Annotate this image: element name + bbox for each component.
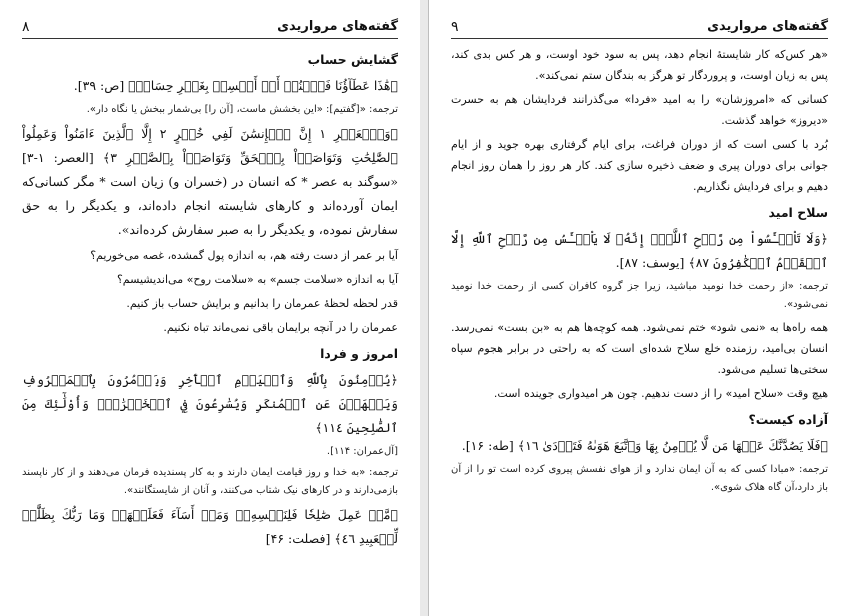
- quran-verse: ﴿فَلَا يَصُدَّنَّكَ عَنۡهَا مَن لَّا يُؤۡمِنُ بِهَا وَٱتَّبَعَ هَوَىٰهُ فَتَرۡدَىٰ ١٦﴾ [طه: ۱۶].: [461, 438, 828, 453]
- section-heading: گشایش حساب: [307, 52, 398, 67]
- translation-paragraph: [آل‌عمران: ۱۱۴].: [326, 446, 398, 457]
- body-paragraph: قدر لحظه لحظهٔ عمرمان را بدانیم و برایش حساب باز کنیم.: [126, 297, 398, 310]
- left-page-number: ۸: [22, 19, 30, 35]
- book-gutter: [420, 0, 428, 616]
- left-page-header: [22, 12, 398, 39]
- right-page-body: [451, 44, 828, 500]
- right-header-title: گفته‌های مرواریدی: [707, 19, 828, 34]
- translation-paragraph: ترجمه: «[گفتیم]: «این بخشش ماست، [آن را] بی‌شمار ببخش یا نگاه دار».: [86, 104, 398, 115]
- body-paragraph: بُرد با کسی است که از دوران فراغت، برای ایام گرفتاری بهره جوید و از ایام جوانی برای دوران پیری و ضعف ذخیره سازی کند. کار هر روز را همان روز انجام دهیم و برای فردایش نگذاریم.: [451, 138, 828, 193]
- left-page-body: [22, 44, 398, 554]
- translation-paragraph: ترجمه: «از رحمت خدا نومید مباشید، زیرا جز گروه کافران کسی از رحمت خدا نومید نمی‌شود».: [451, 281, 828, 310]
- translation-paragraph: ترجمه: «به خدا و روز قیامت ایمان دارند و به کار پسندیده فرمان می‌دهند و از کار ناپسند بازمی‌دارند و در کارهای نیک شتاب می‌کنند، و آنان از شایستگانند».: [22, 467, 398, 496]
- section-heading: سلاح امید: [768, 205, 828, 220]
- quran-verse: ﴿وَٱلۡعَصۡرِ ١ إِنَّ ٱلۡإِنسَٰنَ لَفِي خُسۡرٍ ٢ إِلَّا ٱلَّذِينَ ءَامَنُواْ وَعَمِلُواْ ٱلصَّٰلِحَٰتِ وَتَوَاصَوۡاْ بِٱلۡحَقِّ وَتَوَاصَوۡاْ بِٱلصَّبۡرِ ٣﴾ [العصر: ۱-۳] «سوگند به عصر * که انسان در (خسران و) زیان است * مگر کسانی‌که ایمان آورده‌اند و کارهای شایسته انجام داده‌اند، و یکدیگر را به حق سفارش نموده، و یکدیگر را به صبر سفارش کرده‌اند».: [22, 126, 398, 237]
- body-paragraph: آیا بر عمر از دست رفته هم، به اندازه پول گمشده، غصه می‌خوریم؟: [90, 249, 398, 262]
- translation-paragraph: ترجمه: «مبادا کسی که به آن ایمان ندارد و از هوای نفسش پیروی کرده است تو را از آن باز دارد،آن گاه هلاک شوی».: [451, 464, 828, 493]
- body-paragraph: عمرمان را در آنچه برایمان باقی نمی‌ماند تباه نکنیم.: [163, 321, 398, 334]
- quran-verse: ﴿هَٰذَا عَطَآؤُنَا فَٱمۡنُنۡ أَوۡ أَمۡسِكۡ بِغَيۡرِ حِسَابٖ﴾ [ص: ۳۹].: [73, 78, 398, 93]
- body-paragraph: همه راه‌ها به «نمی شود» ختم نمی‌شود. همه کوچه‌ها هم به «بن بست» نمی‌رسد. انسان بی‌امید، رزمنده خلع سلاح شده‌ای است که به راحتی در برابر هجوم سپاه سختی‌ها تسلیم می‌شود.: [451, 321, 828, 376]
- quran-verse: ﴿يُؤۡمِنُونَ بِٱللَّهِ وَٱلۡيَوۡمِ ٱلۡأٓخِرِ وَيَأۡمُرُونَ بِٱلۡمَعۡرُوفِ وَيَنۡهَوۡنَ عَنِ ٱلۡمُنكَرِ وَيُسَٰرِعُونَ فِي ٱلۡخَيۡرَٰتِۖ وَأُوْلَٰٓئِكَ مِنَ ٱلصَّٰلِحِينَ ١١٤﴾: [22, 372, 398, 435]
- quran-verse: ﴿مَّنۡ عَمِلَ صَٰلِحٗا فَلِنَفۡسِهِۦۖ وَمَنۡ أَسَآءَ فَعَلَيۡهَاۗ وَمَا رَبُّكَ بِظَلَّٰمٖ لِّلۡعَبِيدِ ٤٦﴾ [فصلت: ۴۶]: [22, 507, 398, 546]
- body-paragraph: «هر کس‌که کار شایستهٔ انجام دهد، پس به سود خود اوست، و هر کس بدی کند، پس به زیان اوست، و پروردگار تو هرگز به بندگان ستم نمی‌کند».: [451, 48, 828, 82]
- left-page: [0, 0, 421, 616]
- right-page-header: [451, 12, 828, 39]
- quran-verse: ﴿وَلَا تَاْيۡـَٔسُواْ مِن رَّوۡحِ ٱللَّهِۖ إِنَّهُۥ لَا يَاْيۡـَٔسُ مِن رَّوۡحِ ٱللَّهِ إِلَّا ٱلۡقَوۡمُ ٱلۡكَٰفِرُونَ ٨٧﴾ [یوسف: ۸۷].: [451, 231, 828, 270]
- left-header-title: گفته‌های مرواریدی: [277, 19, 398, 34]
- body-paragraph: آیا به اندازه «سلامت جسم» به «سلامت روح» می‌اندیشیسم؟: [116, 273, 398, 286]
- right-page: [428, 0, 849, 616]
- section-heading: آزاده کیست؟: [748, 412, 828, 427]
- body-paragraph: کسانی که «امروزشان» را به امید «فردا» می‌گذرانند فردایشان هم به حسرت «دیروز» خواهد گذشت.: [451, 93, 828, 127]
- body-paragraph: هیچ وقت «سلاح امید» را از دست ندهیم. چون هر امیدواری جوینده است.: [493, 387, 828, 400]
- section-heading: امروز و فردا: [320, 346, 398, 361]
- right-page-number: ۹: [451, 19, 459, 35]
